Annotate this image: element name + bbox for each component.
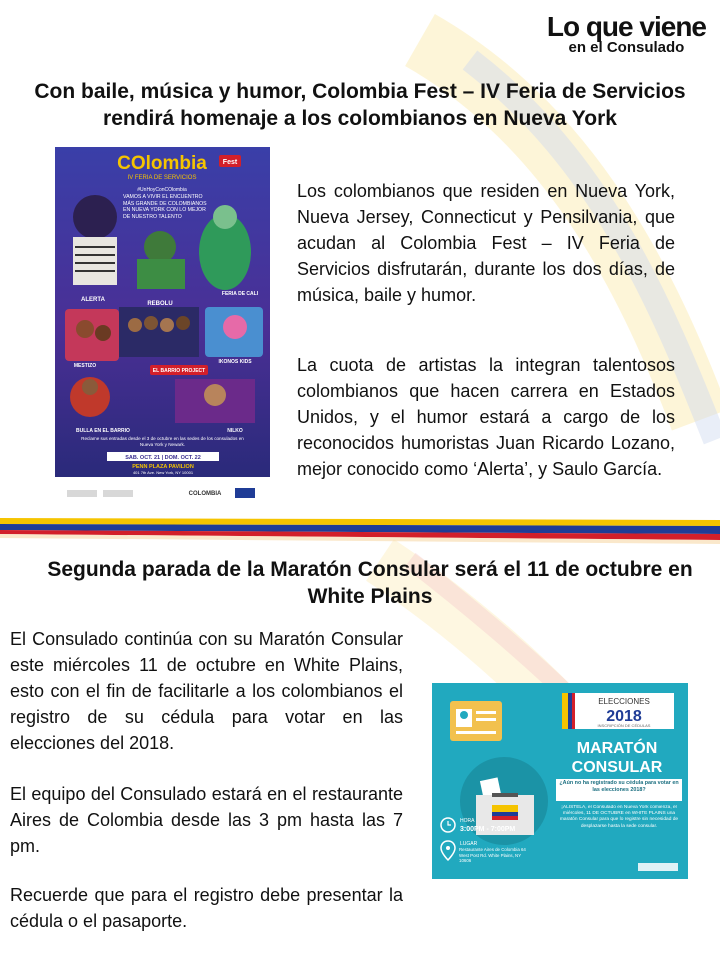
poster-address: 401 7th Ave. New York, NY 10001	[132, 470, 194, 475]
article1-paragraph1: Los colombianos que residen en Nueva York, Nueva Jersey, Connecticut y Pensilvania, que acudan al Colombia Fest – IV Feria de Servicios disfrutarán, durante los dos días, de música, baile y humor.	[297, 181, 675, 305]
elecciones-label: ELECCIONES	[598, 697, 650, 706]
artist-label: FERIA DE CALI	[221, 291, 259, 297]
maraton-consular-graphic	[432, 683, 688, 879]
artist-label: EL BARRIO PROJECT	[152, 368, 206, 374]
poster-brand: COlombia	[117, 153, 207, 174]
maraton-title-line1: MARATÓN	[576, 740, 658, 757]
poster-fest: Fest	[222, 159, 238, 166]
article2-paragraph1: El Consulado continúa con su Maratón Consular este miércoles 11 de octubre en White Plains, esto con el fin de facilitarle a los colombianos el registro de su cédula para votar en las elecciones del 2018.	[10, 629, 403, 753]
logo-line1: Lo que viene	[546, 11, 706, 42]
maraton-title-line2: CONSULAR	[571, 759, 663, 776]
poster-hashtag: #UnHoyConCOlombia	[137, 187, 187, 193]
artist-label: ALERTA	[81, 297, 105, 303]
colombia-fest-poster	[55, 147, 270, 507]
maraton-question: ¿Aún no ha registrado su cédula para votar en las elecciones 2018?	[559, 780, 679, 793]
poster-art	[55, 147, 270, 507]
article2-paragraph3: Recuerde que para el registro debe presentar la cédula o el pasaporte.	[10, 885, 403, 931]
poster-dates: SAB. OCT. 21 | DOM. OCT. 22	[125, 455, 201, 461]
hora-value: 3:00PM - 7:00PM	[460, 826, 516, 833]
lugar-label: LUGAR	[460, 841, 478, 847]
artist-label: IKONOS KIDS	[218, 359, 252, 365]
poster-reserve: Reclame sus entradas desde el 3 de octubre en las sedes de los consulados en Nueva York y Newark.	[81, 436, 244, 447]
maraton-art	[432, 683, 688, 879]
hora-label: HORA	[460, 818, 475, 824]
artist-label: NILKO	[227, 428, 243, 434]
article2-title: Segunda parada de la Maratón Consular será el 11 de octubre en White Plains	[47, 558, 693, 608]
flag-stripe-divider	[0, 516, 720, 544]
poster-venue: PENN PLAZA PAVILION	[132, 464, 194, 470]
artist-label: BULLA EN EL BARRIO	[76, 428, 130, 434]
lugar-value: Restaurante Aires de Colombia 64 West Post Rd. White Plains, NY 10606	[459, 847, 526, 864]
poster-subtitle: IV FERIA DE SERVICIOS	[127, 175, 197, 181]
article1-paragraph2: La cuota de artistas la integran talentosos colombianos que hacen carrera en Estados Unidos, y el humor estará a cargo de los reconocidos humoristas Juan Ricardo Lozano, mejor conocido como ‘Alerta’, y Saulo García.	[297, 355, 675, 479]
id-card-icon	[450, 701, 502, 741]
article1-title: Con baile, música y humor, Colombia Fest – IV Feria de Servicios rendirá homenaje a los colombianos en Nueva York	[34, 80, 686, 130]
elecciones-year: 2018	[606, 708, 642, 725]
poster-tagline: VAMOS A VIVIR EL ENCUENTRO MÁS GRANDE DE COLOMBIANOS EN NUEVA YORK CON LO MEJOR DE NUESTRO TALENTO	[123, 194, 207, 220]
inscripcion-label: INSCRIPCIÓN DE CÉDULAS	[597, 723, 651, 728]
article2-paragraph2: El equipo del Consulado estará en el restaurante Aires de Colombia desde las 3 pm hasta las 7 pm.	[10, 784, 403, 856]
poster-footer: COLOMBIA	[188, 491, 222, 497]
logo-line2: en el Consulado	[568, 39, 685, 56]
artist-label: MESTIZO	[73, 363, 97, 369]
consulado-logo	[547, 12, 706, 56]
artist-label: REBOLU	[147, 301, 173, 307]
maraton-body: ¡ALÍSTELA, el Consulado en Nueva York comienza, el miércoles, 11 DE OCTUBRE en WHITE PLAINS una maratón Consular para que lo registre sin necesidad de desplazarse hasta la sede consular.	[559, 805, 679, 829]
